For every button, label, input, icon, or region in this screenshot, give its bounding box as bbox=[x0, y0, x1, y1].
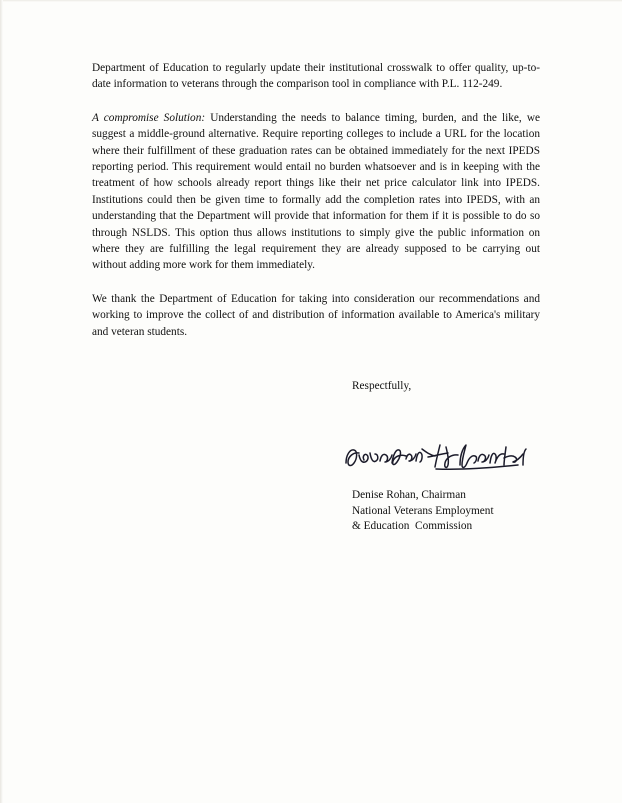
compromise-solution-text: Understanding the needs to balance timing, burden, and the like, we suggest a middle-ground alternative. Require reporting colleges to include a URL for the location where their fulfillment of these graduation rates can be obtained immediately for the next IPEDS reporting period. This requirement would entail no burden whatsoever and is in keeping with the treatment of how schools already report things like their net price calculator link into IPEDS. Institutions could then be given time to formally add the completion rates into IPEDS, with an understanding that the Department will provide that information for them if it is possible to do so through NSLDS. This option thus allows institutions to simply give the public information on where they are fulfilling the legal requirement they are already supposed to be carrying out without adding more work for them immediately. bbox=[92, 111, 540, 272]
document-body bbox=[92, 60, 540, 340]
signature-image bbox=[340, 425, 560, 485]
closing-salutation: Respectfully, bbox=[352, 380, 412, 392]
paragraph-thanks: We thank the Department of Education for taking into consideration our recommendations and working to improve the collect of and distribution of information available to America's military and veteran students. bbox=[92, 292, 540, 338]
paragraph-continuation: Department of Education to regularly update their institutional crosswalk to offer quality, up-to-date information to veterans through the comparison tool in compliance with P.L. 112-249. bbox=[92, 62, 540, 91]
paragraph-compromise-solution bbox=[92, 110, 540, 274]
closing-block bbox=[352, 378, 552, 394]
signer-block bbox=[352, 488, 572, 535]
paragraph-spacer-2 bbox=[92, 274, 540, 291]
page-left-edge bbox=[0, 0, 3, 803]
signer-name-title: Denise Rohan, Chairman bbox=[352, 489, 466, 501]
signer-org-line2: & Education Commission bbox=[352, 520, 473, 533]
compromise-solution-heading: A compromise Solution: bbox=[92, 111, 206, 124]
page-top-edge bbox=[0, 0, 622, 2]
paragraph-spacer bbox=[92, 93, 540, 110]
signer-org-line1: National Veterans Employment bbox=[352, 504, 494, 517]
